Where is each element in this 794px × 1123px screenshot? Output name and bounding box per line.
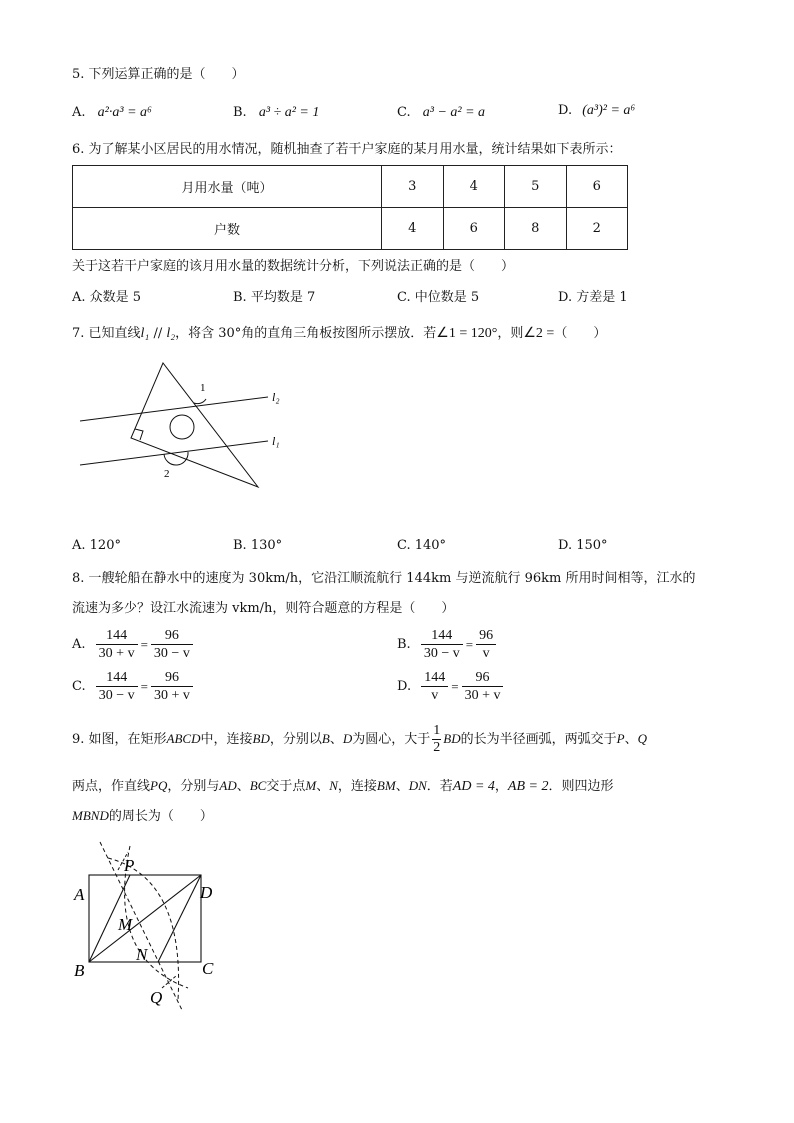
q5-option-a-expr: a²·a³ = a⁶ [97,105,152,120]
denominator: v [482,646,490,661]
ruler-hole [170,415,194,439]
q8-stem-line-2: 流速为多少？设江水流速为 vkm/h，则符合题意的方程是（ ） [72,601,455,616]
table-header-cell: 月用水量（吨） [73,166,382,208]
math-var: Q [637,731,647,746]
text: 中，连接 [200,732,253,747]
q7-line-l1: l₁ [140,326,150,341]
q6-option-a: A. 众数是 5 [72,290,142,305]
q7-option-a: A. 120° [72,538,121,553]
math-var: AD [219,778,237,793]
text: ．若 [426,779,453,794]
table-row [73,166,628,208]
q6-stem: 6. 为了解某小区居民的用水情况，随机抽查了若干户家庭的某月用水量，统计结果如下表所示： [72,142,622,157]
q8-option-d [397,669,503,704]
fraction [421,669,448,704]
q7-figure [72,355,302,495]
q5-option-a [72,104,152,122]
text: 的周长为（ ） [108,809,213,824]
point-q-label: Q [150,988,163,1007]
equals-sign: = [451,678,459,694]
math-var: MBND [72,808,109,823]
q8-option-c [72,669,193,704]
denominator: 30 − v [423,646,460,661]
line-pq [100,842,182,1010]
table-header-cell: 户数 [73,208,382,250]
segment-dn [158,875,201,962]
numerator: 144 [421,627,463,645]
q5-option-b-label: B. [233,105,247,120]
math-var: DN [408,778,427,793]
table-cell: 8 [505,208,567,250]
line-l2-label: l₂ [272,390,280,404]
fraction [96,669,138,704]
q5-option-a-label: A. [72,105,86,120]
denominator: 30 − v [98,688,135,703]
text: 两点，作直线 [72,779,151,794]
q8-option-c-label: C. [72,678,86,694]
q6-option-b: B. 平均数是 7 [233,290,316,305]
q9-figure [70,838,230,1018]
q5-option-c [397,104,485,122]
denominator: 2 [433,740,441,755]
math-var: N [329,778,338,793]
table-cell: 5 [505,166,567,208]
math-expr: AD = 4 [452,779,495,794]
numerator: 144 [96,627,138,645]
equals-sign: = [465,636,474,652]
text: 9. 如图，在矩形 [72,732,167,747]
denominator: 30 + v [98,646,135,661]
point-d-label: D [200,883,213,902]
q5-option-d-expr: (a³)² = a⁶ [582,103,636,118]
fraction [96,627,138,662]
text: 、 [624,732,638,747]
equals-sign: = [140,678,149,694]
table-row [73,208,628,250]
q9-stem-line-1 [72,722,647,757]
q7-option-b: B. 130° [233,538,283,553]
angle-1-arc [194,399,206,404]
text: 、 [329,732,343,747]
point-b-label: B [74,961,85,980]
text: 、 [395,779,409,794]
q7-stem-mid2: ，则 [497,326,524,341]
text: 的长为半径画弧，两弧交于 [460,732,617,747]
q6-option-c: C. 中位数是 5 [397,290,480,305]
right-angle-mark [135,429,143,440]
text: 、 [316,779,330,794]
math-var: BC [249,778,267,793]
equals-sign: = [140,636,148,652]
text: ，连接 [337,779,377,794]
fraction [462,669,504,704]
q5-option-d [558,102,635,120]
q8-stem-line-1: 8. 一艘轮船在静水中的速度为 30km/h，它沿江顺流航行 144km 与逆流航行 96km 所用时间相等，江水的 [72,571,696,586]
text: ．则四边形 [548,779,614,794]
table-cell: 2 [566,208,628,250]
q7-stem-pre: 7. 已知直线 [72,326,141,341]
text: 交于点 [266,779,306,794]
line-l1 [80,441,268,465]
q5-option-c-label: C. [397,105,411,120]
q7-option-d: D. 150° [558,538,608,553]
math-var: BD [443,731,461,746]
q5-option-c-expr: a³ − a² = a [422,105,486,120]
q5-option-b-expr: a³ ÷ a² = 1 [258,105,320,120]
fraction [151,627,193,662]
table-cell: 6 [566,166,628,208]
q7-condition: ∠1 = 120° [436,326,498,341]
q7-stem [72,325,606,343]
math-var: PQ [150,778,168,793]
denominator: 30 − v [153,646,190,661]
math-var: D [342,731,353,746]
math-var: P [616,731,625,746]
numerator: 1 [433,723,441,738]
table-cell: 6 [443,208,505,250]
denominator: v [431,688,439,703]
angle-2-label: 2 [164,468,170,480]
q6-option-d: D. 方差是 1 [558,290,628,305]
denominator: 30 + v [464,688,501,703]
q6-question: 关于这若干户家庭的该月用水量的数据统计分析，下列说法正确的是（ ） [72,259,515,274]
point-a-label: A [74,885,85,904]
water-usage-table [72,165,628,250]
q7-stem-end: （ ） [554,326,607,341]
angle-1-label: 1 [200,382,206,394]
point-p-label: P [124,856,135,875]
fraction [421,627,463,662]
fraction [151,669,193,704]
math-expr: AB = 2 [507,779,549,794]
q9-stem-line-2 [72,777,614,796]
text: ，分别以 [269,732,322,747]
numerator: 144 [421,669,448,687]
q8-option-b-label: B. [397,636,411,652]
q7-line-l2: l₂ [166,326,176,341]
fraction-one-half [432,723,441,756]
point-n-label: N [136,945,148,964]
q5-option-d-label: D. [558,103,573,118]
table-cell: 3 [382,166,444,208]
text: ， [494,779,508,794]
numerator: 96 [462,669,504,687]
fraction [476,627,496,662]
numerator: 96 [151,669,193,687]
q8-option-b [397,627,496,662]
math-var: B [321,731,330,746]
text: ，分别与 [167,779,220,794]
math-var: ABCD [166,731,201,746]
q9-stem-line-3 [72,807,213,826]
table-cell: 4 [443,166,505,208]
math-var: BM [376,778,396,793]
q7-parallel: // [149,326,167,341]
q8-option-a [72,627,193,662]
line-l1-label: l₁ [272,434,280,448]
q8-option-a-label: A. [72,636,86,652]
q8-option-d-label: D. [397,678,412,694]
triangle-ruler [131,363,258,487]
table-cell: 4 [382,208,444,250]
numerator: 96 [151,627,193,645]
q5-stem: 5. 下列运算正确的是（ ） [72,67,245,82]
q5-option-b [233,104,319,122]
text: 为圆心，大于 [352,732,431,747]
point-m-label: M [118,915,133,934]
math-var: BD [252,731,270,746]
denominator: 30 + v [154,688,190,703]
point-c-label: C [202,959,214,978]
q7-ask: ∠2 = [523,326,555,341]
q7-option-c: C. 140° [397,538,447,553]
math-var: M [305,778,317,793]
q7-stem-mid: ，将含 30°角的直角三角板按图所示摆放．若 [175,326,437,341]
text: 、 [236,779,250,794]
numerator: 96 [476,627,496,645]
numerator: 144 [96,669,138,687]
